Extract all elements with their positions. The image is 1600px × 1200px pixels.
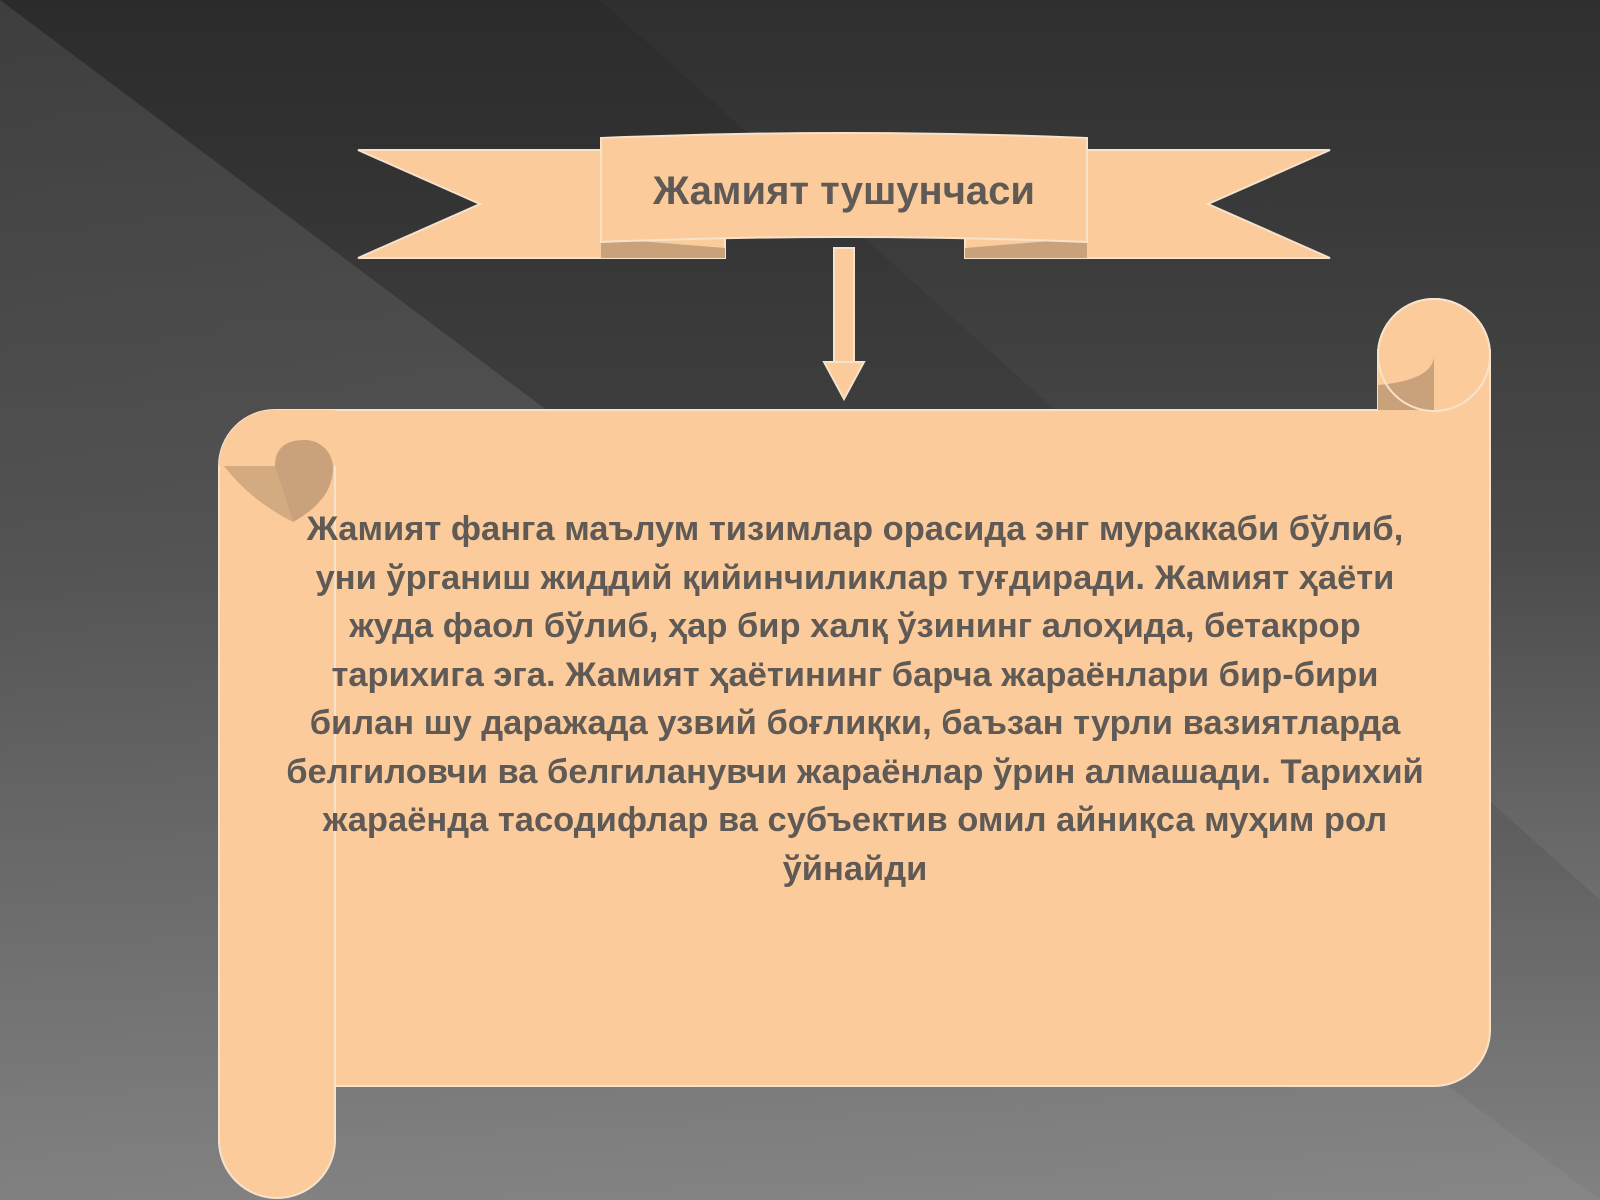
- scroll-body-text: Жамият фанга маълум тизимлар орасида энг мураккаби бўлиб, уни ўрганиш жиддий қийинчиликлар туғдиради. Жамият ҳаёти жуда фаол бўлиб, ҳар бир халқ ўзининг алоҳида, бетакрор тарихига эга. Жамият ҳаётининг барча жараёнлари бир-бири билан шу даражада узвий боғлиқки, баъзан турли вазиятларда белгиловчи ва белгиланувчи жараёнлар ўрин алмашади. Тарихий жараёнда тасодифлар ва субъектив омил айниқса муҳим рол ўйнайди: [286, 510, 1424, 888]
- arrow-shaft: [834, 248, 854, 362]
- banner-title: Жамият тушунчаси: [653, 168, 1035, 213]
